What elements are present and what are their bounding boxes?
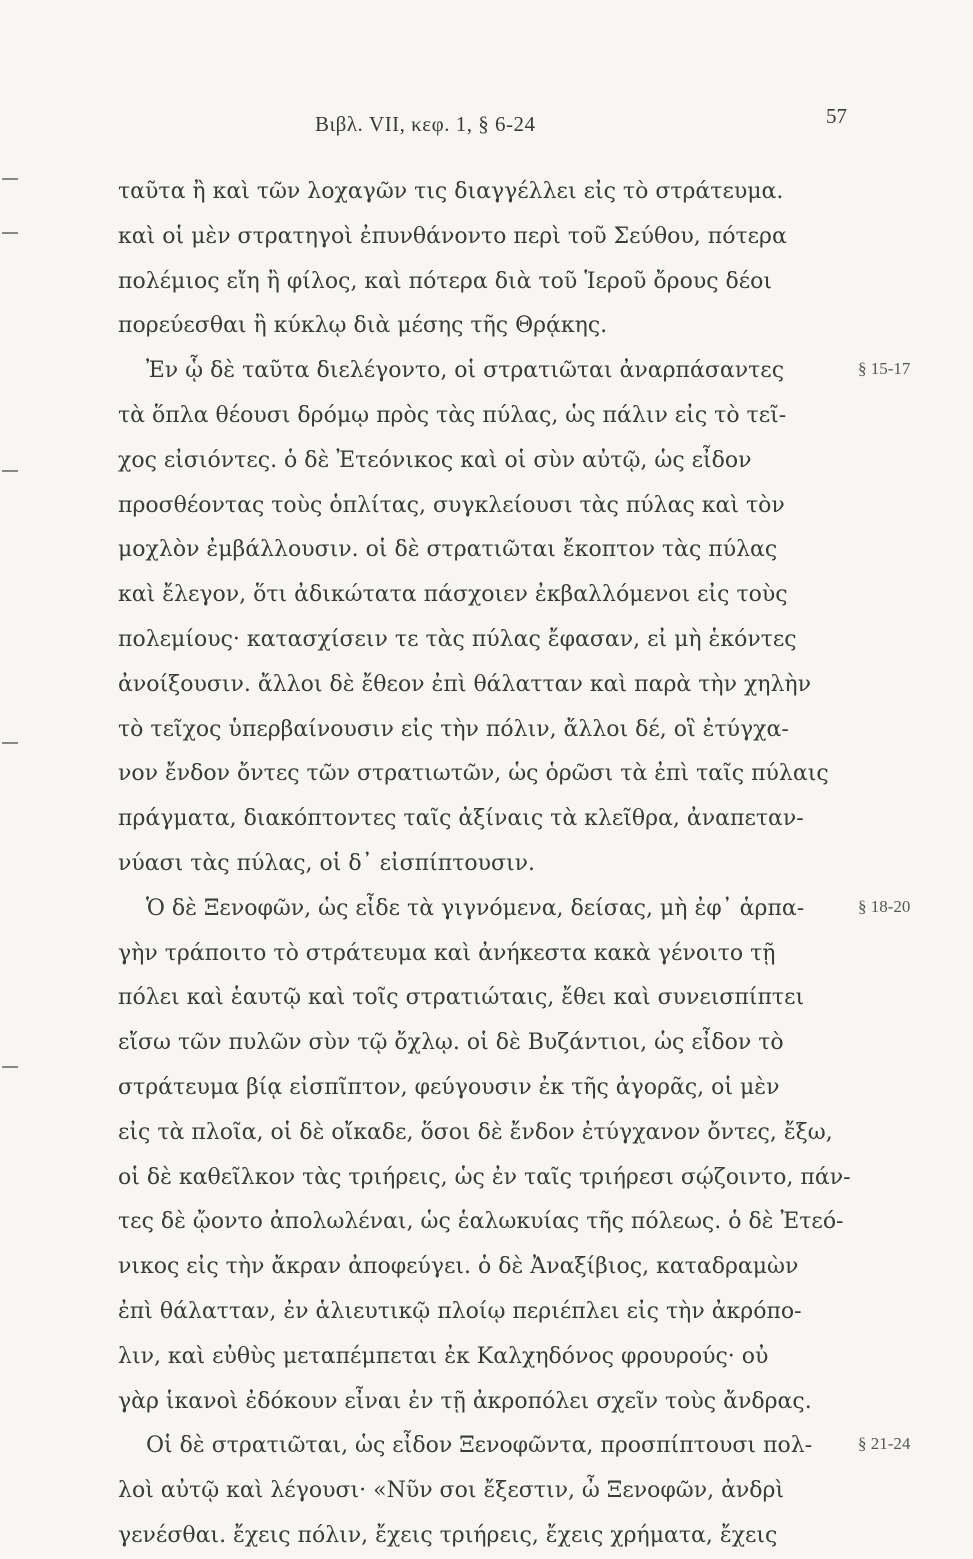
text-line: νον ἔνδον ὄντες τῶν στρατιωτῶν, ὡς ὁρῶσι τὰ ἐπὶ ταῖς πύλαις <box>118 761 829 787</box>
text-line: προσθέοντας τοὺς ὁπλίτας, συγκλείουσι τὰς πύλας καὶ τὸν <box>118 492 785 518</box>
scan-edge-mark <box>2 470 18 472</box>
text-line: νύασι τὰς πύλας, οἱ δ᾽ εἰσπίπτουσιν. <box>118 850 536 876</box>
text-line: πράγματα, διακόπτοντες ταῖς ἀξίναις τὰ κλεῖθρα, ἀναπεταν- <box>118 806 804 832</box>
text-line: λοὶ αὐτῷ καὶ λέγουσι· «Νῦν σοι ἔξεστιν, ὦ Ξενοφῶν, ἀνδρὶ <box>118 1478 785 1504</box>
text-line: ἀνοίξουσιν. ἄλλοι δὲ ἔθεον ἐπὶ θάλατταν καὶ παρὰ τὴν χηλὴν <box>118 671 811 697</box>
text-line: καὶ οἱ μὲν στρατηγοὶ ἐπυνθάνοντο περὶ τοῦ Σεύθου, πότερα <box>118 223 787 249</box>
text-line: στράτευμα βίᾳ εἰσπῖπτον, φεύγουσιν ἐκ τῆς ἀγορᾶς, οἱ μὲν <box>118 1074 780 1100</box>
text-line: γὴν τράποιτο τὸ στράτευμα καὶ ἀνήκεστα κακὰ γένοιτο τῇ <box>118 940 776 966</box>
text-line: καὶ ἔλεγον, ὅτι ἀδικώτατα πάσχοιεν ἐκβαλλόμενοι εἰς τοὺς <box>118 582 788 608</box>
text-line: νικος εἰς τὴν ἄκραν ἀποφεύγει. ὁ δὲ Ἀναξίβιος, καταδραμὼν <box>118 1254 799 1280</box>
text-line: τες δὲ ᾤοντο ἀπολωλέναι, ὡς ἑαλωκυίας τῆς πόλεως. ὁ δὲ Ἐτεό- <box>118 1209 844 1235</box>
text-line: πόλει καὶ ἑαυτῷ καὶ τοῖς στρατιώταις, ἔθει καὶ συνεισπίπτει <box>118 985 805 1011</box>
text-line: μοχλὸν ἐμβάλλουσιν. οἱ δὲ στρατιῶται ἔκοπτον τὰς πύλας <box>118 537 778 563</box>
text-line: πολέμιος εἴη ἢ φίλος, καὶ πότερα διὰ τοῦ Ἱεροῦ ὄρους δέοι <box>118 268 773 294</box>
scan-edge-mark <box>2 232 18 234</box>
text-line: γενέσθαι. ἔχεις πόλιν, ἔχεις τριήρεις, ἔχεις χρήματα, ἔχεις <box>118 1522 778 1548</box>
text-line: οἱ δὲ καθεῖλκον τὰς τριήρεις, ὡς ἐν ταῖς τριήρεσι σῴζοιντο, πάν- <box>118 1164 851 1190</box>
text-line: εἴσω τῶν πυλῶν σὺν τῷ ὄχλῳ. οἱ δὲ Βυζάντιοι, ὡς εἶδον τὸ <box>118 1030 784 1056</box>
text-line: Οἱ δὲ στρατιῶται, ὡς εἶδον Ξενοφῶντα, προσπίπτουσι πολ- <box>146 1433 813 1459</box>
text-line: γὰρ ἱκανοὶ ἐδόκουν εἶναι ἐν τῇ ἀκροπόλει σχεῖν τοὺς ἄνδρας. <box>118 1388 812 1414</box>
margin-section-note: § 15-17 <box>858 359 911 379</box>
text-line: ταῦτα ἢ καὶ τῶν λοχαγῶν τις διαγγέλλει εἰς τὸ στράτευμα. <box>118 179 784 204</box>
text-line: Ἐν ᾧ δὲ ταῦτα διελέγοντο, οἱ στρατιῶται ἀναρπάσαντες <box>146 358 785 384</box>
text-line: λιν, καὶ εὐθὺς μεταπέμπεται ἐκ Καλχηδόνος φρουρούς· οὐ <box>118 1343 769 1369</box>
text-line: χος εἰσιόντες. ὁ δὲ Ἐτεόνικος καὶ οἱ σὺν αὐτῷ, ὡς εἶδον <box>118 447 752 473</box>
margin-section-note: § 18-20 <box>858 896 911 916</box>
scan-edge-mark <box>2 1066 18 1068</box>
page-number: 57 <box>826 104 847 128</box>
text-line: πορεύεσθαι ἢ κύκλῳ διὰ μέσης τῆς Θρᾴκης. <box>118 313 608 339</box>
text-line: τὸ τεῖχος ὑπερβαίνουσιν εἰς τὴν πόλιν, ἄλλοι δέ, οἳ ἐτύγχα- <box>118 716 789 742</box>
text-line: πολεμίους· κατασχίσειν τε τὰς πύλας ἔφασαν, εἰ μὴ ἑκόντες <box>118 626 797 652</box>
running-head: Βιβλ. VII, κεφ. 1, § 6-24 <box>315 112 536 136</box>
text-line: Ὁ δὲ Ξενοφῶν, ὡς εἶδε τὰ γιγνόμενα, δείσας, μὴ ἐφ᾽ ἁρπα- <box>146 895 805 921</box>
scan-edge-mark <box>2 742 18 744</box>
text-line: ἐπὶ θάλατταν, ἐν ἁλιευτικῷ πλοίῳ περιέπλει εἰς τὴν ἀκρόπο- <box>118 1298 802 1324</box>
greek-text-block <box>118 170 853 1559</box>
margin-section-note: § 21-24 <box>858 1434 911 1454</box>
scan-edge-mark <box>2 178 18 180</box>
text-line: τὰ ὅπλα θέουσι δρόμῳ πρὸς τὰς πύλας, ὡς πάλιν εἰς τὸ τεῖ- <box>118 402 787 428</box>
text-line: εἰς τὰ πλοῖα, οἱ δὲ οἴκαδε, ὅσοι δὲ ἔνδον ἐτύγχανον ὄντες, ἔξω, <box>118 1119 833 1145</box>
